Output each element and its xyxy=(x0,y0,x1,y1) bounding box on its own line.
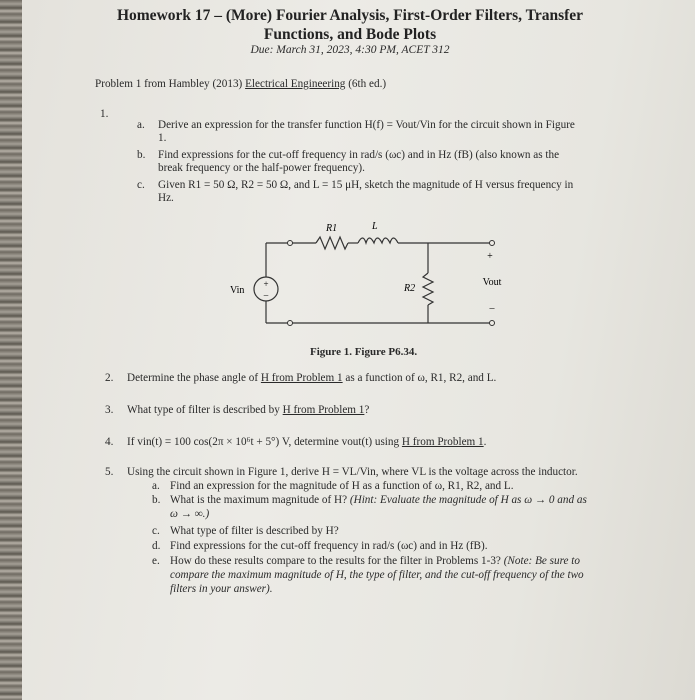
problem4-suffix: . xyxy=(483,436,487,448)
vout-minus: – xyxy=(489,303,495,314)
problem4-link: H from Problem 1 xyxy=(401,436,484,448)
source-prefix: Problem 1 from Hambley (2013) xyxy=(95,78,246,90)
problem5e-text xyxy=(170,555,580,568)
problem5b-text xyxy=(170,494,587,507)
problem5-number: 5. xyxy=(105,466,114,478)
problem1a-line2: 1. xyxy=(158,132,167,144)
problem5c-label: c. xyxy=(152,525,160,537)
resistor-r2 xyxy=(423,273,433,305)
problem1c-label: c. xyxy=(137,179,145,191)
problem5-intro: Using the circuit shown in Figure 1, derive H = VL/Vin, where VL is the voltage across the inductor. xyxy=(127,466,578,478)
problem3-link: H from Problem 1 xyxy=(282,404,365,416)
problem2-link: H from Problem 1 xyxy=(260,372,343,384)
problem3-suffix: ? xyxy=(364,404,370,416)
problem1c-line1: Given R1 = 50 Ω, R2 = 50 Ω, and L = 15 μH, sketch the magnitude of H versus frequency in xyxy=(158,179,574,191)
label-r1: R1 xyxy=(326,223,338,234)
problem2-suffix: as a function of ω, R1, R2, and L. xyxy=(342,372,497,384)
problem1b-line1: Find expressions for the cut-off frequency in rad/s (ωc) and in Hz (fB) (also known as the xyxy=(158,149,560,161)
problem1-number: 1. xyxy=(100,108,109,120)
label-r2: R2 xyxy=(404,283,416,294)
problem5d-label: d. xyxy=(152,540,161,552)
title-line-1: Homework 17 – (More) Fourier Analysis, First-Order Filters, Transfer xyxy=(116,7,584,24)
terminal-out-plus xyxy=(490,241,495,246)
problem5b-hint-1: (Hint: Evaluate the magnitude of H as ω → 0 and as xyxy=(349,494,587,506)
problem1b-line2: break frequency or the half-power frequency). xyxy=(158,162,365,174)
problem5b-label: b. xyxy=(152,494,161,506)
problem5e-question: How do these results compare to the results for the filter in Problems 1-3? xyxy=(170,555,504,567)
page-title xyxy=(95,6,605,44)
problem5b-hint-2: ω → ∞.) xyxy=(170,508,210,520)
label-vin: Vin xyxy=(230,285,245,296)
problem4-number: 4. xyxy=(105,436,114,448)
problem1a-line1: Derive an expression for the transfer function H(f) = Vout/Vin for the circuit shown in Figure xyxy=(158,119,575,131)
vout-plus: + xyxy=(487,251,493,262)
problem5e-note-2: compare the maximum magnitude of H, the type of filter, and the cut-off frequency of the two xyxy=(170,569,584,581)
resistor-r1 xyxy=(316,237,348,249)
label-vout: Vout xyxy=(482,277,502,288)
label-l: L xyxy=(372,221,378,232)
problem5a-text: Find an expression for the magnitude of H as a function of ω, R1, R2, and L. xyxy=(170,480,514,492)
node-bottom-left xyxy=(288,321,293,326)
circuit-figure xyxy=(228,215,518,340)
problem5a-label: a. xyxy=(152,480,160,492)
problem4-prefix: If vin(t) = 100 cos(2π × 10⁶t + 5°) V, determine vout(t) using xyxy=(127,436,402,448)
problem5e-label: e. xyxy=(152,555,160,567)
problem1-source xyxy=(95,78,386,91)
due-date: Due: March 31, 2023, 4:30 PM, ACET 312 xyxy=(250,44,450,56)
problem1b-label: b. xyxy=(137,149,146,161)
notebook-binding xyxy=(0,0,22,700)
terminal-out-minus xyxy=(490,321,495,326)
problem1a-label: a. xyxy=(137,119,145,131)
problem5e-note-3: filters in your answer). xyxy=(170,583,273,595)
source-plus: + xyxy=(263,279,269,289)
problem3-prefix: What type of filter is described by xyxy=(127,404,283,416)
problem5e-note-1: (Note: Be sure to xyxy=(503,555,581,567)
problem3-text xyxy=(127,404,369,417)
problem5d-text: Find expressions for the cut-off frequency in rad/s (ωc) and in Hz (fB). xyxy=(170,540,488,552)
inductor-l xyxy=(358,238,398,243)
problem2-number: 2. xyxy=(105,372,114,384)
problem2-prefix: Determine the phase angle of xyxy=(127,372,261,384)
figure-caption: Figure 1. Figure P6.34. xyxy=(310,346,418,358)
problem5c-text: What type of filter is described by H? xyxy=(170,525,339,537)
problem1c-line2: Hz. xyxy=(158,192,174,204)
problem3-number: 3. xyxy=(105,404,114,416)
title-line-2: Functions, and Bode Plots xyxy=(263,26,437,43)
problem4-text xyxy=(127,436,486,449)
node-top-left xyxy=(288,241,293,246)
source-minus: – xyxy=(263,290,269,300)
problem2-text xyxy=(127,372,496,385)
source-suffix: (6th ed.) xyxy=(345,78,387,90)
problem5b-question: What is the maximum magnitude of H? xyxy=(170,494,350,506)
source-book: Electrical Engineering xyxy=(245,78,346,90)
